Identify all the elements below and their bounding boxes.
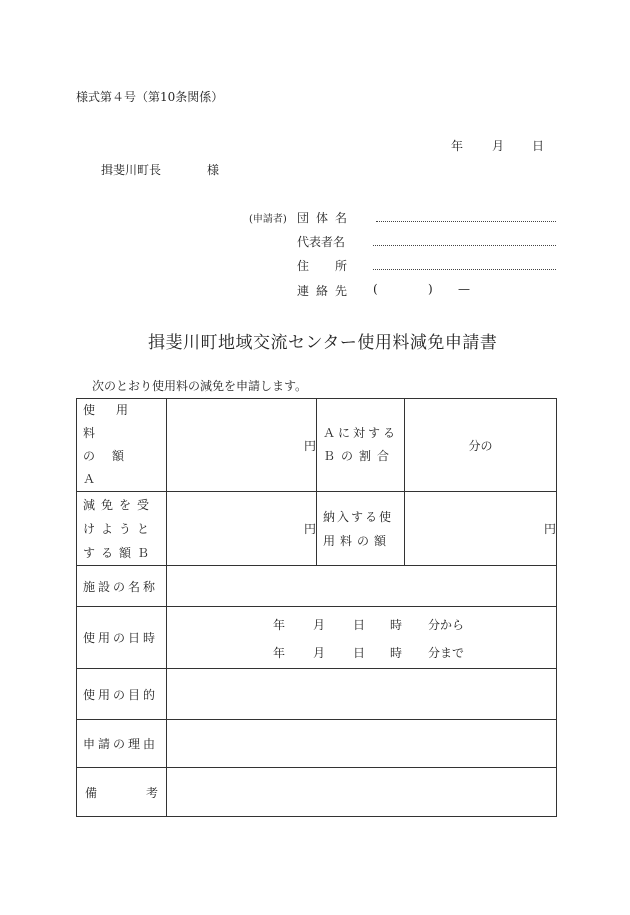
pay-label-line1: 納入する使 (323, 509, 394, 524)
to-minute: 分まで (428, 646, 465, 660)
reason-field[interactable] (167, 720, 557, 768)
intro-text: 次のとおり使用料の減免を申請します。 (92, 379, 308, 393)
facility-name-field[interactable] (167, 566, 557, 607)
remarks-label-cell (77, 768, 167, 817)
org-name-field[interactable] (376, 221, 556, 222)
reduction-row (77, 492, 557, 566)
purpose-label-cell (77, 669, 167, 720)
facility-label: 施設の名称 (83, 579, 159, 594)
purpose-row (77, 669, 557, 720)
contact-close-paren: ) (428, 282, 433, 296)
ratio-label-line2: Ｂの割合 (323, 449, 396, 463)
remarks-label-1: 備 (85, 785, 98, 800)
remarks-row (77, 768, 557, 817)
from-minute: 分から (428, 618, 465, 632)
pay-label-line2: 用料の額 (323, 533, 392, 548)
rep-label: 代表者名 (297, 235, 346, 249)
fee-yen: 円 (303, 438, 316, 453)
contact-label: 連絡先 (297, 284, 355, 298)
org-label: 団体名 (297, 211, 355, 225)
reduce-label-line1: 減免を受 (83, 497, 156, 512)
to-month: 月 (313, 646, 326, 660)
reason-row (77, 720, 557, 768)
document-title: 揖斐川町地域交流センター使用料減免申請書 (148, 333, 498, 353)
contact-open-paren: ( (373, 282, 378, 296)
pay-yen: 円 (543, 522, 556, 536)
fee-label-line1: 使用料 (83, 403, 150, 440)
datetime-row (77, 607, 557, 669)
ratio-value-field[interactable] (405, 399, 557, 492)
contact-dash: — (458, 282, 470, 296)
reduce-amount-field[interactable] (167, 492, 317, 566)
datetime-label: 使用の日時 (83, 631, 159, 645)
pay-label-cell (317, 492, 405, 566)
from-hour: 時 (390, 618, 403, 632)
address-field[interactable] (373, 269, 556, 270)
ratio-label-cell (317, 399, 405, 492)
remarks-field[interactable] (167, 768, 557, 817)
to-day: 日 (353, 646, 366, 660)
address-label: 住所 (297, 259, 374, 273)
reason-label: 申請の理由 (83, 737, 159, 751)
from-year: 年 (273, 618, 286, 632)
fee-label-cell (77, 399, 167, 492)
date-year: 年 (451, 139, 464, 153)
reduce-yen: 円 (303, 522, 316, 536)
date-month: 月 (492, 139, 505, 153)
addressee-honorific: 様 (207, 163, 220, 177)
reduce-label-line3: する額Ｂ (83, 545, 156, 560)
reduce-label-cell (77, 492, 167, 566)
purpose-field[interactable] (167, 669, 557, 720)
application-table (76, 398, 557, 817)
pay-amount-field[interactable] (405, 492, 557, 566)
purpose-label: 使用の目的 (83, 687, 159, 702)
rep-name-field[interactable] (373, 245, 556, 246)
date-day: 日 (532, 139, 545, 153)
remarks-label-2: 考 (145, 785, 158, 800)
addressee-title: 揖斐川町長 (101, 163, 162, 177)
applicant-prefix: (申請者) (249, 214, 287, 225)
facility-row (77, 566, 557, 607)
reduce-label-line2: けようと (83, 521, 156, 536)
facility-label-cell (77, 566, 167, 607)
form-number: 様式第４号（第10条関係） (76, 90, 224, 104)
datetime-field[interactable] (167, 607, 557, 669)
ratio-value: 分の (468, 438, 493, 453)
fee-row (77, 399, 557, 492)
from-month: 月 (313, 618, 326, 632)
ratio-label-line1: Ａに対する (323, 426, 399, 440)
datetime-label-cell (77, 607, 167, 669)
reason-label-cell (77, 720, 167, 768)
fee-label-line2: の額Ａ (83, 449, 142, 486)
fee-amount-field[interactable] (167, 399, 317, 492)
to-year: 年 (273, 646, 286, 660)
from-day: 日 (353, 618, 366, 632)
to-hour: 時 (390, 646, 403, 660)
